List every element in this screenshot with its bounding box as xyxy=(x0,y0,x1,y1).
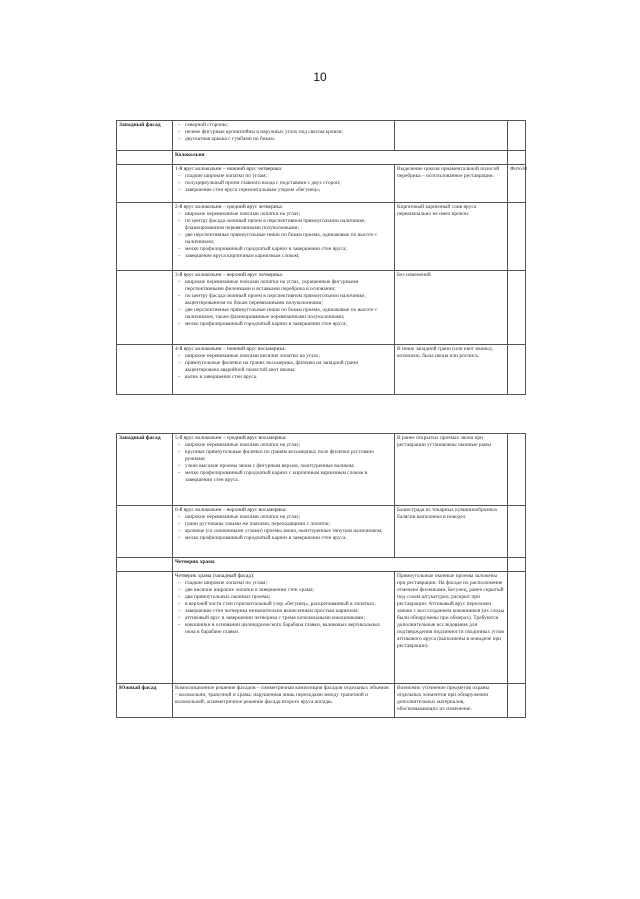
list-item: – две перспективные прямоугольные ниши по бокам проема, одинаковые по высоте с наличником; xyxy=(185,232,392,246)
photo-cell: Фото30 xyxy=(508,165,526,203)
content-cell xyxy=(173,506,395,558)
tier-title: 3-й ярус колокольни – верхний ярус четверика: xyxy=(175,272,284,278)
row-head-cell xyxy=(117,506,173,558)
page-number: 10 xyxy=(313,70,327,84)
photo-cell xyxy=(508,572,526,684)
content-cell xyxy=(173,345,395,395)
list-item: – широкие перевязанные поясами лопатки на углах, украшенные фигурными перспективными филенками и вставками перебрика в основании; xyxy=(185,279,392,293)
row-head-cell xyxy=(117,203,173,271)
photo-cell xyxy=(508,151,526,165)
list-item: – широкие перевязанные поясами лопатки на углах; xyxy=(185,514,392,521)
content-cell xyxy=(173,271,395,345)
table-row xyxy=(117,121,526,151)
content-cell xyxy=(173,203,395,271)
table-row xyxy=(117,271,526,345)
list-item: – завершение стен яруса горизонтальным узором «бегунец»; xyxy=(185,187,392,194)
photo-cell xyxy=(508,684,526,718)
list-item: – прямоугольные филенки на гранях восьмерика, филенка на западной грани акцентирована аварийной пилястой квот иконы; xyxy=(185,360,392,374)
tier-title: 6-й ярус колокольни – верхний ярус восьмерика: xyxy=(175,507,287,513)
table-row xyxy=(117,345,526,395)
row-head-cell: Западный фасад xyxy=(117,121,173,151)
note-cell: Балюстрада из токарных кувшинообразных балясин выполнена в новодел xyxy=(395,506,508,558)
list-item: – арочные (со скошенными углами) проемы звона, оконтуренные тянутым наличником; xyxy=(185,528,392,535)
table-row xyxy=(117,165,526,203)
table-row xyxy=(117,506,526,558)
list-item: – грани рустованы таками же поясами, переходящими с лопаток; xyxy=(185,521,392,528)
tier-title: Четверик храма (западный фасад): xyxy=(175,573,255,579)
list-item: – аттиковый ярус в завершении четверика с тремя кизиляльными кокошниками; xyxy=(185,615,392,622)
content-cell: Композиционное решение фасадов – симметричная композиция фасадов отдельных объемов – колокольни, трапезной и храма; нарушенная лишь переходами между трапезной и колокольней; асимметричное решение фасада второго яруса апсиды. xyxy=(173,684,395,718)
table-row xyxy=(117,203,526,271)
list-item: – в верхней части стен горизонтальный узор «бегунец», раскрепованный в лопатках; xyxy=(185,601,392,608)
tier-title: 5-й ярус колокольни – средний ярус восьмерика: xyxy=(175,435,287,441)
content-cell xyxy=(173,121,395,151)
list-item: – по центру фасада оконный проем в перспективном прямоугольном наличнике, фланкированном перевязанными полуколонками; xyxy=(185,218,392,232)
list-item: – нелеке фигурные кронштейны в наружных углах под свесом кровли; xyxy=(185,129,392,136)
note-cell: Выделение цоколя орнаментальной полосой перебрика – использованное реставрации. xyxy=(395,165,508,203)
list-item: – узкие высокие проемы звона с фигурным верхом, оконтуренные валиком; xyxy=(185,463,392,470)
content-cell xyxy=(173,434,395,506)
photo-cell xyxy=(508,506,526,558)
note-cell xyxy=(395,121,508,151)
tier-title: 2-й ярус колокольни – средний ярус четверика: xyxy=(175,204,283,210)
list-item: – гладкие широкие лопатки по углам; xyxy=(185,580,392,587)
note-cell: Прямоугольные оконные проемы заложены при реставрации. На фасаде их расположение отмечено филенками. Бегунец, ранее скрытый под слоем штукатурки, раскрыт при реставрации. Аттиковый ярус переложен заново с восссозданием кокошников (их следы были обнаружены при обмерах). Требуются дополнительные исследования для подтверждения подлинности сводинных углов аттикового яруса (выполнены в новоделе при реставрации). xyxy=(395,572,508,684)
list-item: – двускатная крыша с гумбами по бокам. xyxy=(185,136,392,143)
content-cell xyxy=(173,165,395,203)
list-item: – по центру фасада оконный проем в перспективном прямоугольном наличнике, акцентированном по бокам перевязанными полуколоннами; xyxy=(185,293,392,307)
row-head-cell xyxy=(117,165,173,203)
table-row xyxy=(117,151,526,165)
note-cell: В ранее открытых проемах звона при реставрации установлены оконные рамы xyxy=(395,434,508,506)
photo-cell xyxy=(508,434,526,506)
table-row xyxy=(117,434,526,506)
row-head-cell xyxy=(117,151,173,165)
row-head-cell: Южный фасад xyxy=(117,684,173,718)
note-cell: Без изменений xyxy=(395,271,508,345)
tier-title: 1-й ярус колокольни – нижний ярус четверика: xyxy=(175,166,283,172)
list-item: – широкие перевязанные поясами висячие лопатки на углах; xyxy=(185,353,392,360)
list-item: – широкие перевязанные поясами лопатки на углах; xyxy=(185,442,392,449)
row-head-cell: Западный фасад xyxy=(117,434,173,506)
row-head-cell xyxy=(117,345,173,395)
table-2 xyxy=(116,433,526,718)
list-item: – кокошники в основании цилиндрического барабана главки, валиковых вертикальных окна в барабане главки. xyxy=(185,622,392,636)
photo-cell xyxy=(508,121,526,151)
list-item: – полуциркульный проем главного входа с подставами с двух сторон; xyxy=(185,180,392,187)
table-1 xyxy=(116,120,526,395)
list-item: – завершение яруса кирпичным карнизным слоком; xyxy=(185,253,392,260)
row-head-cell xyxy=(117,271,173,345)
section-heading: Колокольня xyxy=(173,151,508,165)
row-head-cell xyxy=(117,572,173,684)
list-item: – валик в завершении стен яруса. xyxy=(185,374,392,381)
list-item: – завершение стен четверика незначительно вынесенным простым карнизом; xyxy=(185,608,392,615)
list-item: – два прямоугольных оконных проема; xyxy=(185,594,392,601)
section-heading: Четверик храма xyxy=(173,558,508,572)
photo-cell xyxy=(508,558,526,572)
list-item: – две висячие широкие лопатки в завершении стен храма; xyxy=(185,587,392,594)
row-head-cell xyxy=(117,558,173,572)
note-cell: Возможно уточнение предметов охраны отдельных элементов при обнаружении дополнительных материалов, обосновывающих их изменение. xyxy=(395,684,508,718)
table-row xyxy=(117,684,526,718)
list-item: – гладкие широкие лопатки по углам; xyxy=(185,173,392,180)
list-item: – северной стороны; xyxy=(185,122,392,129)
content-cell xyxy=(173,572,395,684)
list-item: – мелко профилированный городчатый карниз в завершении стен яруса; xyxy=(185,246,392,253)
tier-title: 4-й ярус колокольни – нижний ярус восьмерика: xyxy=(175,346,286,352)
photo-cell xyxy=(508,345,526,395)
table-row xyxy=(117,558,526,572)
table-row xyxy=(117,572,526,684)
list-item: – две перспективные прямоугольные ниши по бокам проема, одинаковые по высоте с наличником, также фланкированные перевязанными полуколоннами; xyxy=(185,307,392,321)
note-cell: Кирпичный карнизный слив яруса первоначально не имел кровли. xyxy=(395,203,508,271)
note-cell: В нише западной грани (или квот иконы), возможно, была икона или роспись. xyxy=(395,345,508,395)
list-item: – мелко профилированный городчатый карниз в завершении стен яруса. xyxy=(185,535,392,542)
photo-cell xyxy=(508,203,526,271)
list-item: – мелко профилированный городчатый карниз с кирпичным карнизным слоком в завершении стен яруса. xyxy=(185,470,392,484)
photo-cell xyxy=(508,271,526,345)
list-item: – крупные прямоугольные филенки по граням восьмерика; поле филенки рустовано руинами xyxy=(185,449,392,463)
list-item: – мелко профилированный городчатый карниз в завершении стен яруса; xyxy=(185,321,392,328)
list-item: – широкие перевязанные поясами лопатки на углах; xyxy=(185,211,392,218)
